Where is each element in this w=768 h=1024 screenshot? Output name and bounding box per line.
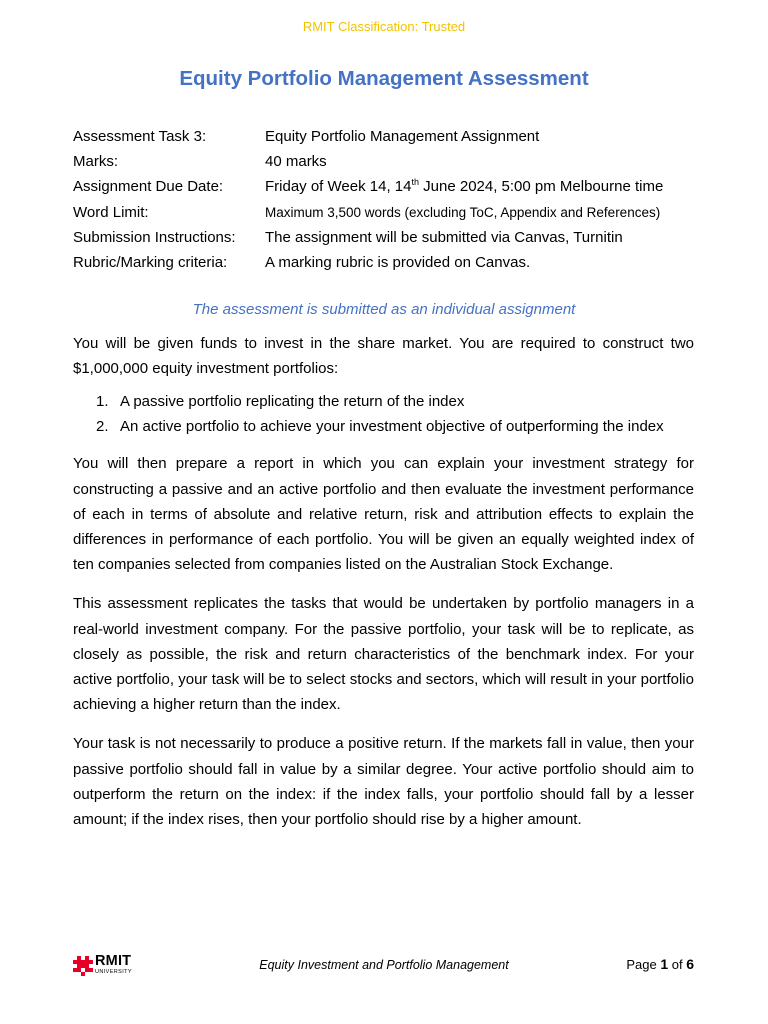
portfolio-list bbox=[73, 389, 694, 439]
detail-label: Marks: bbox=[73, 153, 118, 171]
assessment-subtitle: The assessment is submitted as an individual assignment bbox=[192, 301, 576, 318]
detail-row-submission bbox=[73, 226, 703, 251]
detail-value: Equity Portfolio Management Assignment bbox=[265, 128, 540, 145]
detail-value bbox=[265, 175, 663, 200]
body-paragraph: You will then prepare a report in which you can explain your investment strategy for constructing a passive and an active portfolio and then evaluate the investment performance of each in terms of absolute and relative return, risk and attribution effects to explain the differences in performance of each portfolio. You will be given an equally weighted index of ten companies selected from companies listed on the Australian Stock Exchange. bbox=[73, 455, 694, 574]
detail-value: A marking rubric is provided on Canvas. bbox=[265, 253, 531, 271]
footer-course-title: Equity Investment and Portfolio Management bbox=[259, 958, 509, 972]
intro-paragraph: You will be given funds to invest in the share market. You are required to construct two $1,000,000 equity investment portfolios: bbox=[73, 335, 694, 378]
list-number: 1. bbox=[96, 393, 109, 411]
page-of: of bbox=[668, 957, 687, 972]
detail-value: 40 marks bbox=[265, 153, 327, 171]
due-date-part: June 2024, 5:00 pm Melbourne time bbox=[418, 178, 664, 196]
detail-label: Word Limit: bbox=[73, 203, 149, 221]
detail-label: Assignment Due Date: bbox=[73, 178, 224, 196]
detail-row-rubric bbox=[73, 251, 703, 276]
page-footer bbox=[0, 950, 768, 982]
detail-row-task bbox=[73, 125, 703, 150]
body-paragraph: Your task is not necessarily to produce a positive return. If the markets fall in value, then your passive portfolio should fall in value by a similar degree. Your active portfolio should aim to outperform the return on the index: if the index falls, your portfolio should fall by a lesser amount; if the index rises, then your portfolio should rise by a higher amount. bbox=[73, 735, 694, 829]
detail-value: Maximum 3,500 words (excluding ToC, Appendix and References) bbox=[265, 204, 661, 220]
body-paragraph: This assessment replicates the tasks that would be undertaken by portfolio managers in a real-world investment company. For the passive portfolio, your task will be to replicate, as closely as possible, the risk and return characteristics of the benchmark index. For your active portfolio, your task will be to select stocks and sectors, which will result in your portfolio achieving a higher return than the index. bbox=[73, 595, 694, 714]
list-item bbox=[73, 414, 694, 439]
detail-row-due-date bbox=[73, 175, 703, 200]
logo-subtitle: UNIVERSITY bbox=[95, 969, 133, 975]
assessment-details bbox=[73, 125, 703, 276]
detail-row-word-limit bbox=[73, 201, 703, 226]
page-prefix: Page bbox=[626, 957, 661, 972]
due-date-part: Friday of Week 14, 14 bbox=[265, 178, 412, 196]
detail-value: The assignment will be submitted via Canvas, Turnitin bbox=[265, 228, 623, 246]
classification-label: RMIT Classification: Trusted bbox=[302, 19, 466, 34]
page-current: 1 bbox=[660, 956, 669, 972]
document-title: Equity Portfolio Management Assessment bbox=[179, 67, 589, 90]
list-number: 2. bbox=[96, 418, 109, 436]
detail-label: Assessment Task 3: bbox=[73, 128, 207, 145]
document-body bbox=[73, 331, 694, 832]
list-text: An active portfolio to achieve your investment objective of outperforming the index bbox=[120, 418, 664, 436]
list-item bbox=[73, 389, 694, 414]
page-number bbox=[626, 956, 694, 972]
detail-row-marks bbox=[73, 150, 703, 175]
detail-label: Submission Instructions: bbox=[73, 228, 236, 246]
page-total: 6 bbox=[686, 956, 694, 972]
detail-label: Rubric/Marking criteria: bbox=[73, 253, 228, 271]
list-text: A passive portfolio replicating the return of the index bbox=[120, 393, 465, 411]
due-date-ordinal: th bbox=[411, 177, 419, 188]
logo-name: RMIT bbox=[95, 953, 132, 969]
